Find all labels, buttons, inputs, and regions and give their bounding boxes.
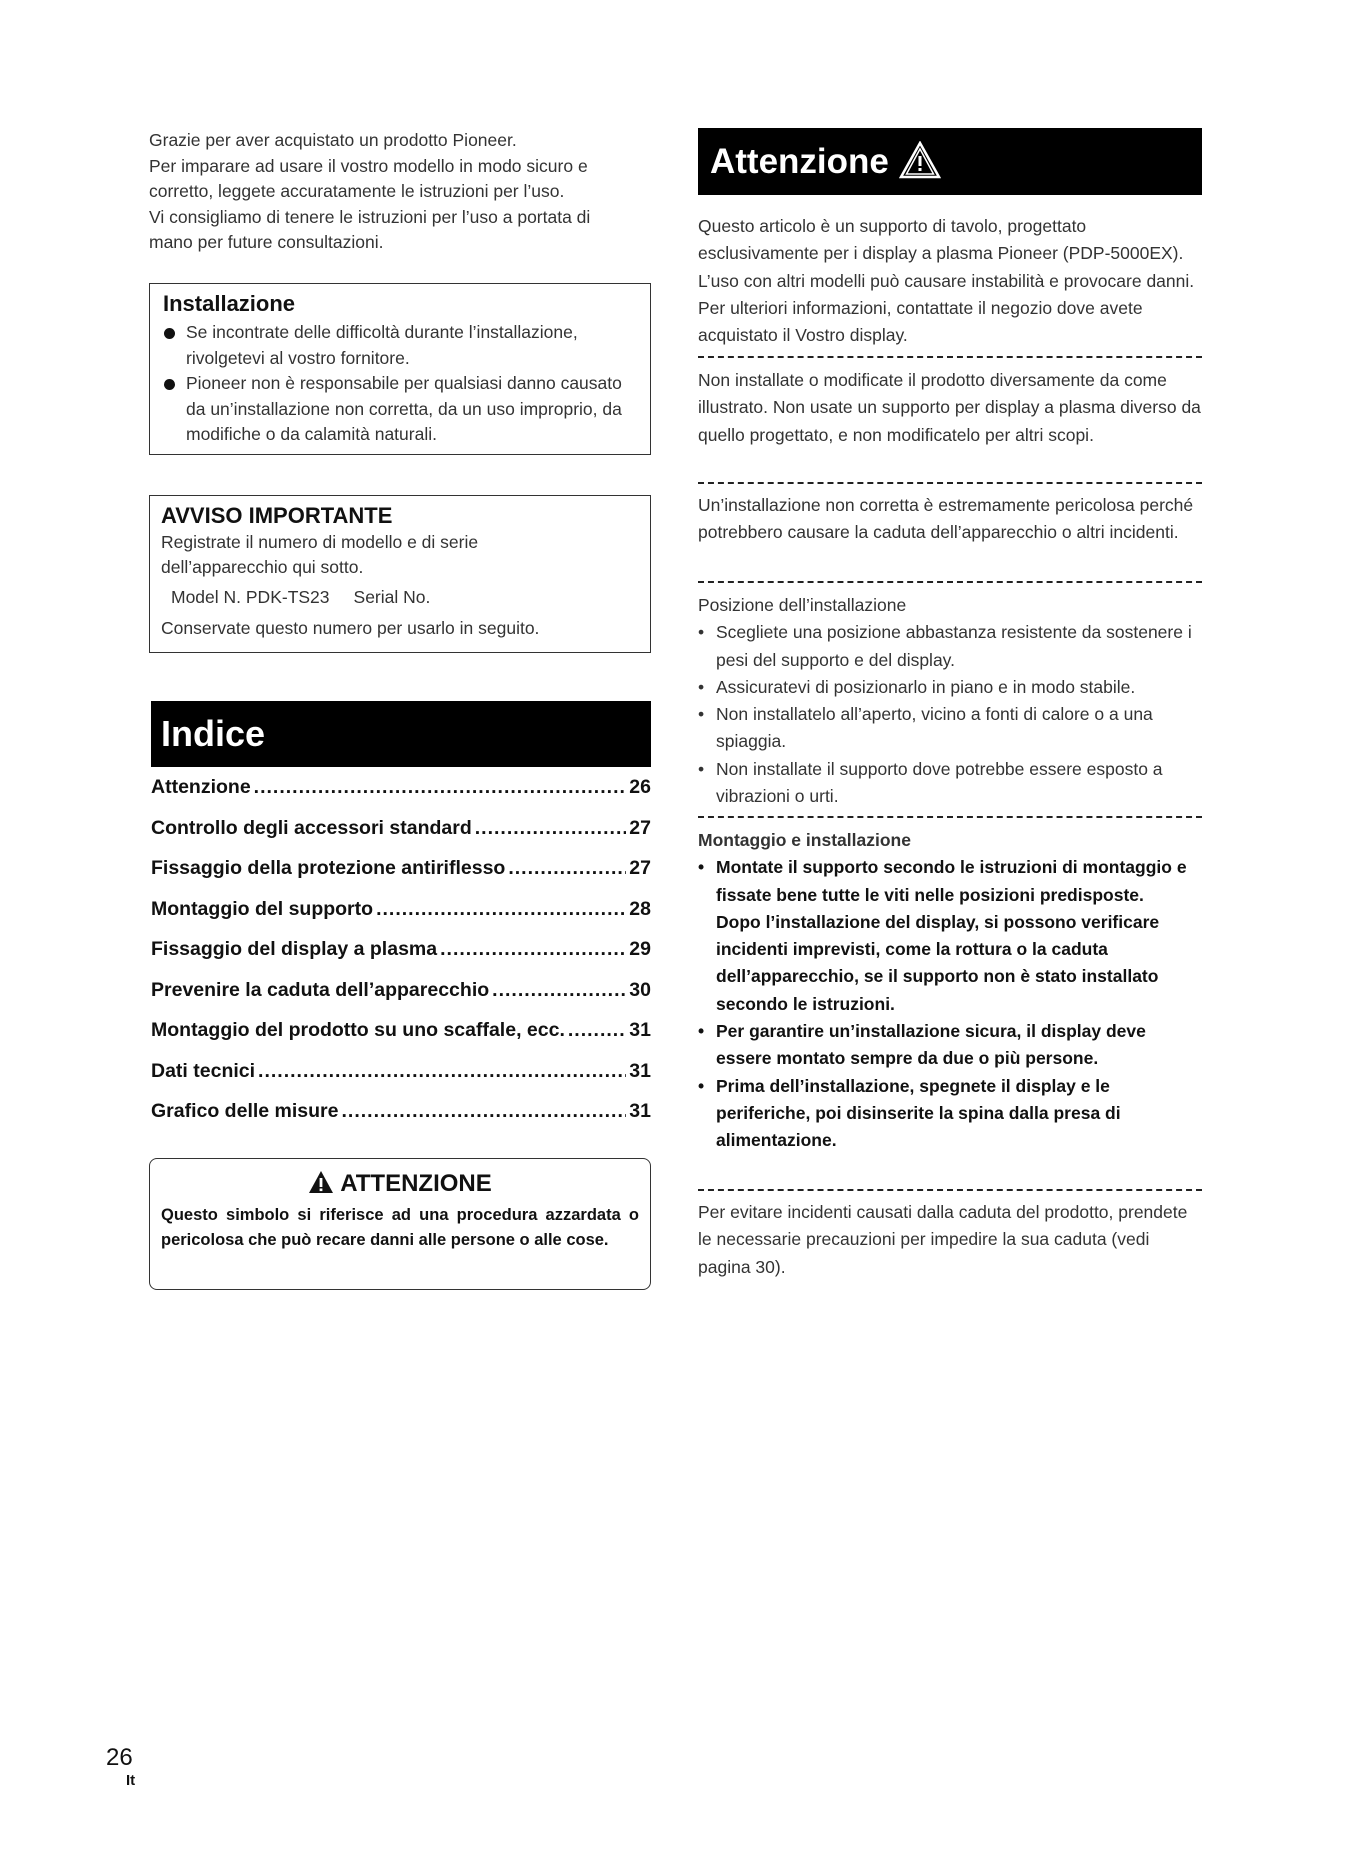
intro-line: Per imparare ad usare il vostro modello in modo sicuro e xyxy=(149,155,588,176)
toc-page: 29 xyxy=(629,938,651,960)
installation-danger-paragraph xyxy=(698,492,1202,547)
toc-leader xyxy=(254,776,627,799)
language-code: It xyxy=(126,1772,136,1789)
paragraph-text: Questo articolo è un supporto di tavolo, progettato esclusivamente per i display a plasma Pioneer (PDP-5000EX). L’uso con altri modelli può causare instabilità e provocare danni. Per ulteriori informazioni, contattate il negozio dove avete acquistato il Vostro display. xyxy=(698,216,1195,346)
bullet-icon: • xyxy=(698,676,705,697)
serial-number: Serial No. xyxy=(353,587,431,607)
toc-leader xyxy=(492,979,626,1002)
toc-title: Montaggio del prodotto su uno scaffale, ecc. xyxy=(151,1019,565,1041)
warning-triangle-icon xyxy=(308,1170,334,1194)
table-of-contents xyxy=(151,776,651,1141)
list-item-text: Montate il supporto secondo le istruzioni di montaggio e fissate bene tutte le viti nelle posizioni predisposte. xyxy=(716,857,1187,905)
list-item-extra-text: Dopo l’installazione del display, si possono verificare incidenti imprevisti, come la rottura o la caduta dell’apparecchio, se il supporto non è stato installato secondo le istruzioni. xyxy=(716,911,1160,1014)
toc-title: Fissaggio della protezione antiriflesso xyxy=(151,857,506,879)
toc-title: Grafico delle misure xyxy=(151,1100,339,1122)
bullet-icon: • xyxy=(698,758,705,779)
toc-page: 30 xyxy=(629,978,651,1001)
toc-leader xyxy=(376,898,626,921)
posizione-title: Posizione dell’installazione xyxy=(698,595,907,615)
montaggio-title: Montaggio e installazione xyxy=(698,830,911,850)
toc-title: Prevenire la caduta dell’apparecchio xyxy=(151,978,490,1001)
intro-line: Vi consigliamo di tenere le istruzioni per l’uso a portata di xyxy=(149,206,591,227)
attenzione-box-text: Questo simbolo si riferisce ad una procedura azzardata o pericolosa che può recare danni alle persone o alle cose. xyxy=(161,1206,639,1249)
toc-entry[interactable] xyxy=(151,817,651,858)
list-item xyxy=(163,320,637,371)
toc-leader xyxy=(475,817,627,840)
installazione-box xyxy=(149,283,651,455)
posizione-section xyxy=(698,592,1202,810)
toc-title: Controllo degli accessori standard xyxy=(151,816,472,839)
dashed-divider xyxy=(698,581,1202,583)
toc-title: Attenzione xyxy=(151,776,251,798)
toc-leader xyxy=(508,857,626,880)
intro-line: Grazie per aver acquistato un prodotto Pioneer. xyxy=(149,130,517,150)
toc-page: 31 xyxy=(629,1019,651,1041)
list-item-text: Pioneer non è responsabile per qualsiasi danno causato da un’installazione non corretta, da un uso improprio, da modifiche o da calamità naturali. xyxy=(186,373,622,444)
indice-heading: Indice xyxy=(151,701,651,767)
modify-warning-paragraph xyxy=(698,367,1202,449)
list-item xyxy=(698,701,1202,756)
toc-page: 28 xyxy=(629,897,651,920)
toc-leader xyxy=(258,1060,626,1083)
toc-entry[interactable] xyxy=(151,776,651,817)
list-item xyxy=(698,1018,1202,1073)
avviso-importante-box xyxy=(149,495,651,653)
intro-paragraph xyxy=(698,213,1202,349)
bullet-icon xyxy=(164,379,175,390)
avviso-line: Registrate il numero di modello e di serie xyxy=(161,532,479,552)
attenzione-box-heading xyxy=(161,1169,639,1199)
dashed-divider xyxy=(698,1189,1202,1191)
installazione-title: Installazione xyxy=(163,291,296,316)
avviso-keep: Conservate questo numero per usarlo in seguito. xyxy=(161,618,540,638)
avviso-title: AVVISO IMPORTANTE xyxy=(161,503,393,528)
toc-entry[interactable] xyxy=(151,1019,651,1060)
montaggio-section xyxy=(698,827,1202,1155)
toc-entry[interactable] xyxy=(151,1100,651,1141)
bullet-icon: • xyxy=(698,857,705,878)
bullet-icon: • xyxy=(698,1021,705,1042)
dashed-divider xyxy=(698,816,1202,818)
toc-entry[interactable] xyxy=(151,938,651,979)
list-item-text: Non installate il supporto dove potrebbe essere esposto a vibrazioni o urti. xyxy=(716,758,1163,807)
toc-page: 27 xyxy=(629,816,651,839)
toc-page: 31 xyxy=(629,1059,651,1082)
toc-entry[interactable] xyxy=(151,979,651,1020)
toc-entry[interactable] xyxy=(151,1060,651,1101)
list-item-text: Per garantire un’installazione sicura, il display deve essere montato sempre da due o più persone. xyxy=(716,1021,1146,1069)
closing-paragraph xyxy=(698,1199,1202,1281)
posizione-list xyxy=(698,619,1202,810)
intro-line: mano per future consultazioni. xyxy=(149,232,384,252)
toc-entry[interactable] xyxy=(151,857,651,898)
intro-line: corretto, leggete accuratamente le istruzioni per l’uso. xyxy=(149,181,565,201)
attenzione-symbol-box xyxy=(149,1158,651,1290)
toc-leader xyxy=(568,1019,626,1042)
toc-title: Montaggio del supporto xyxy=(151,897,374,920)
attenzione-heading-title: Attenzione xyxy=(710,142,889,181)
dashed-divider xyxy=(698,482,1202,484)
montaggio-list xyxy=(698,854,1202,1154)
attenzione-heading xyxy=(698,128,1202,195)
bullet-icon: • xyxy=(698,1075,705,1096)
toc-leader xyxy=(440,938,626,961)
intro-text xyxy=(149,128,651,256)
toc-title: Fissaggio del display a plasma xyxy=(151,938,438,960)
list-item-text: Non installatelo all’aperto, vicino a fonti di calore o a una spiaggia. xyxy=(716,704,1153,752)
list-item-text: Scegliete una posizione abbastanza resistente da sostenere i pesi del supporto e del display. xyxy=(716,622,1192,670)
avviso-line: dell’apparecchio qui sotto. xyxy=(161,557,364,577)
page-number: 26 xyxy=(106,1744,133,1771)
attenzione-box-title: ATTENZIONE xyxy=(340,1170,492,1197)
dashed-divider xyxy=(698,356,1202,358)
warning-triangle-outline-icon xyxy=(899,141,941,179)
list-item xyxy=(698,854,1202,1018)
paragraph-text: Per evitare incidenti causati dalla caduta del prodotto, prendete le necessarie precauzioni per impedire la sua caduta (vedi pagina 30). xyxy=(698,1202,1188,1277)
installazione-list xyxy=(163,320,637,448)
list-item xyxy=(698,674,1202,701)
list-item xyxy=(163,371,637,448)
list-item xyxy=(698,1073,1202,1155)
list-item-text: Prima dell’installazione, spegnete il display e le periferiche, poi disinserite la spina dalla presa di alimentazione. xyxy=(716,1075,1121,1151)
toc-title: Dati tecnici xyxy=(151,1059,256,1082)
left-column xyxy=(149,128,651,1249)
list-item xyxy=(698,756,1202,811)
bullet-icon xyxy=(164,328,175,339)
list-item-text: Se incontrate delle difficoltà durante l’installazione, rivolgetevi al vostro fornitore. xyxy=(186,322,578,368)
toc-page: 26 xyxy=(629,776,651,798)
bullet-icon: • xyxy=(698,704,705,725)
toc-page: 31 xyxy=(629,1100,651,1122)
paragraph-text: Non installate o modificate il prodotto diversamente da come illustrato. Non usate un supporto per display a plasma diverso da quello progettato, e non modificatelo per altri scopi. xyxy=(698,370,1201,445)
toc-leader xyxy=(342,1100,627,1123)
bullet-icon: • xyxy=(698,622,705,643)
list-item-text: Assicuratevi di posizionarlo in piano e in modo stabile. xyxy=(716,676,1136,697)
model-serial-line xyxy=(161,585,639,610)
paragraph-text: Un’installazione non corretta è estremamente pericolosa perché potrebbero causare la caduta dell’apparecchio o altri incidenti. xyxy=(698,495,1194,543)
list-item xyxy=(698,619,1202,674)
toc-entry[interactable] xyxy=(151,898,651,939)
toc-page: 27 xyxy=(629,857,651,879)
model-number: Model N. PDK-TS23 xyxy=(171,587,330,607)
